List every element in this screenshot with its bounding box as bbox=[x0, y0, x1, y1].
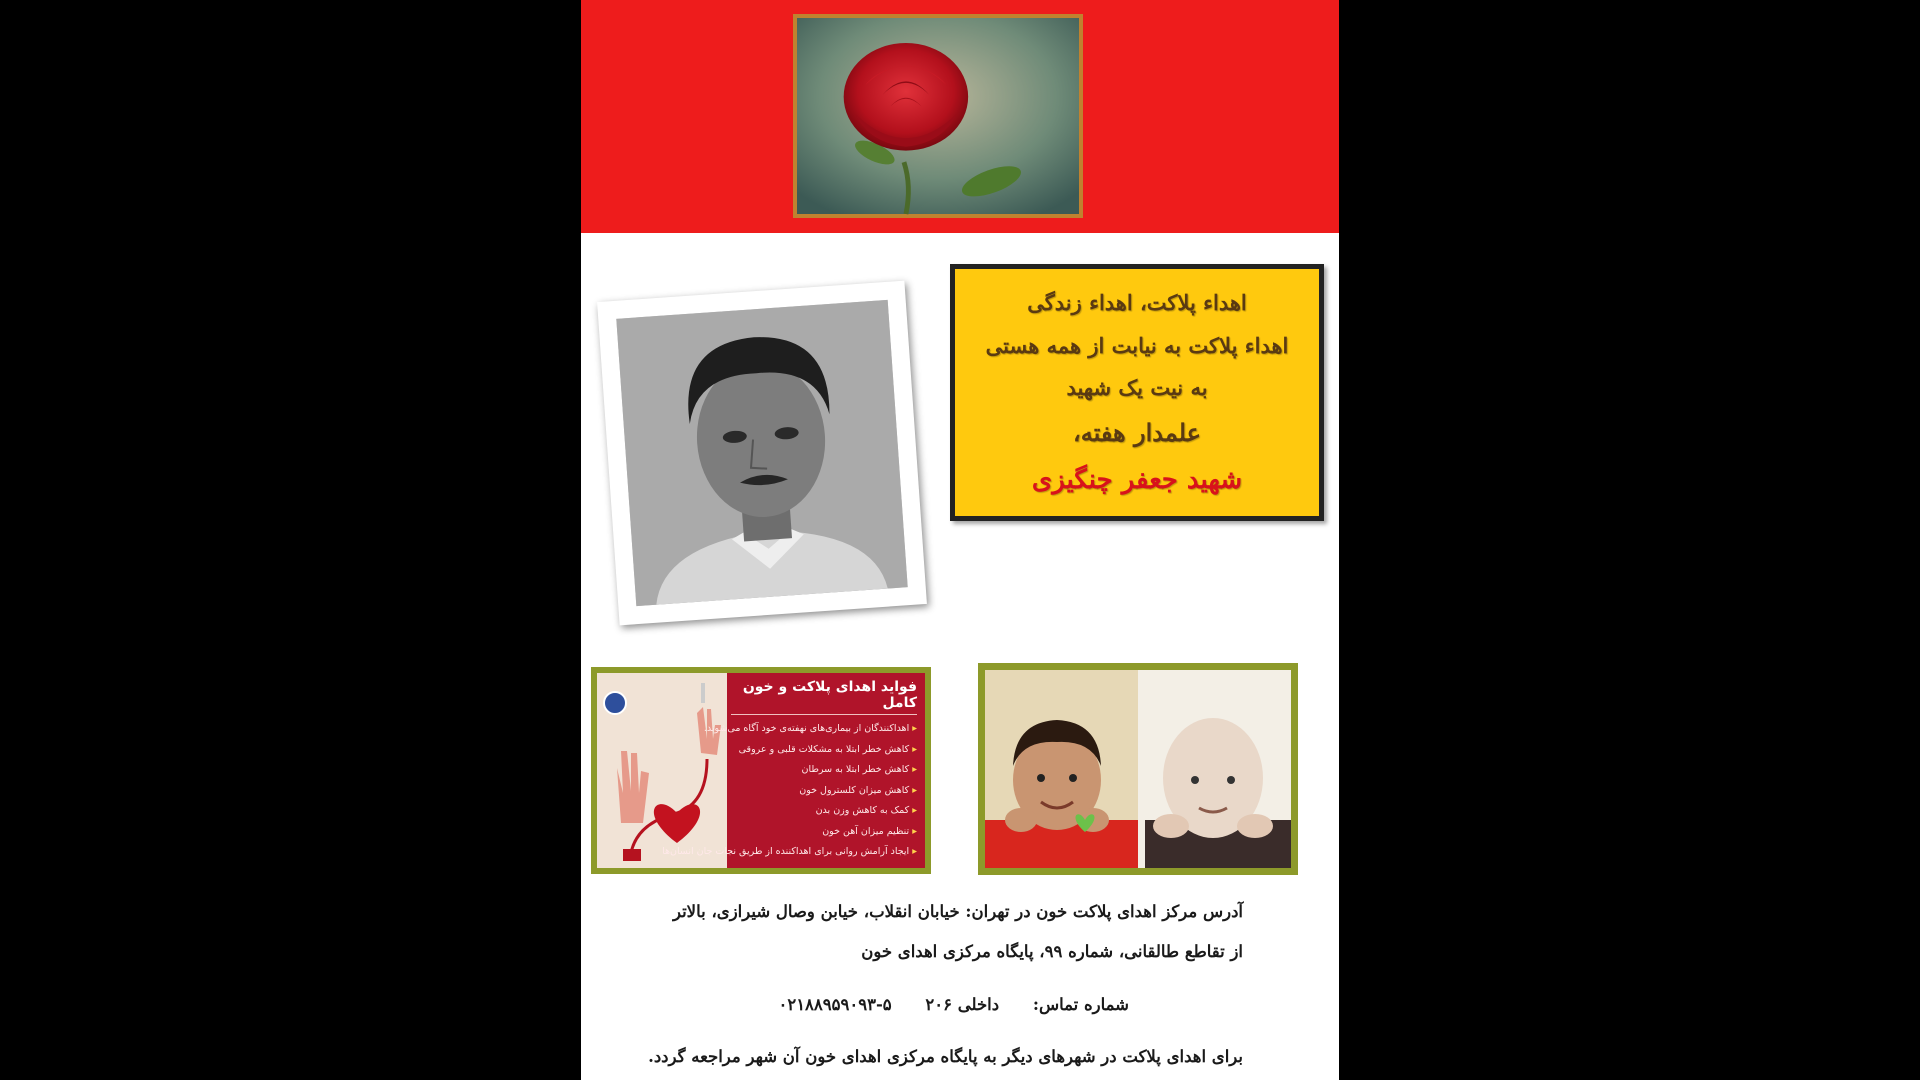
list-item: ▸ کاهش خطر ابتلا به سرطان bbox=[731, 760, 917, 781]
contact-extension: داخلی ۲۰۶ bbox=[925, 995, 1000, 1014]
contact-label: شماره تماس: bbox=[1032, 995, 1129, 1014]
quote-box bbox=[950, 264, 1324, 521]
list-item: ▸ تنظیم میزان آهن خون bbox=[731, 822, 917, 843]
red-banner bbox=[581, 0, 1339, 233]
list-item: ▸ ایجاد آرامش روانی برای اهداکننده از طریق نجات جان انسان‌ها bbox=[731, 842, 917, 863]
contact-info bbox=[609, 995, 1129, 1014]
quote-line-3: به نیت یک شهید bbox=[1066, 375, 1208, 401]
address-line-1: آدرس مرکز اهدای پلاکت خون در تهران: خیابان انقلاب، خیابن وصال شیرازی، بالاتر bbox=[672, 902, 1243, 921]
address-line-2: از تقاطع طالقانی، شماره ۹۹، پایگاه مرکزی اهدای خون bbox=[861, 942, 1243, 961]
quote-line-2: اهداء پلاکت به نیابت از همه هستی bbox=[985, 332, 1289, 358]
contact-phone: ۰۲۱۸۸۹۵۹۰۹۳-۵ bbox=[778, 995, 892, 1014]
blood-donation-icon bbox=[597, 673, 727, 868]
benefits-title: فواید اهدای پلاکت و خون کامل bbox=[731, 679, 917, 715]
benefits-list bbox=[662, 719, 917, 863]
quote-line-1: اهداء پلاکت، اهداء زندگی bbox=[1027, 289, 1247, 315]
benefits-panel bbox=[662, 673, 925, 868]
rose-image bbox=[793, 14, 1083, 218]
martyr-name: شهید جعفر چنگیزی bbox=[1031, 465, 1243, 496]
poster bbox=[581, 0, 1339, 1080]
list-item: ▸ اهداکنندگان از بیماری‌های نهفته‌ی خود آگاه می‌شوند. bbox=[731, 719, 917, 740]
list-item: ▸ کمک به کاهش وزن بدن bbox=[731, 801, 917, 822]
martyr-portrait bbox=[597, 281, 927, 626]
benefits-card bbox=[591, 667, 931, 874]
list-item: ▸ کاهش خطر ابتلا به مشکلات قلبی و عروقی bbox=[731, 740, 917, 761]
list-item: ▸ کاهش میزان کلسترول خون bbox=[731, 781, 917, 802]
children-photo bbox=[978, 663, 1298, 875]
quote-line-4: علمدار هفته، bbox=[1072, 418, 1201, 448]
other-cities-note: برای اهدای پلاکت در شهرهای دیگر به پایگاه مرکزی اهدای خون آن شهر مراجعه گردد. bbox=[648, 1047, 1243, 1066]
